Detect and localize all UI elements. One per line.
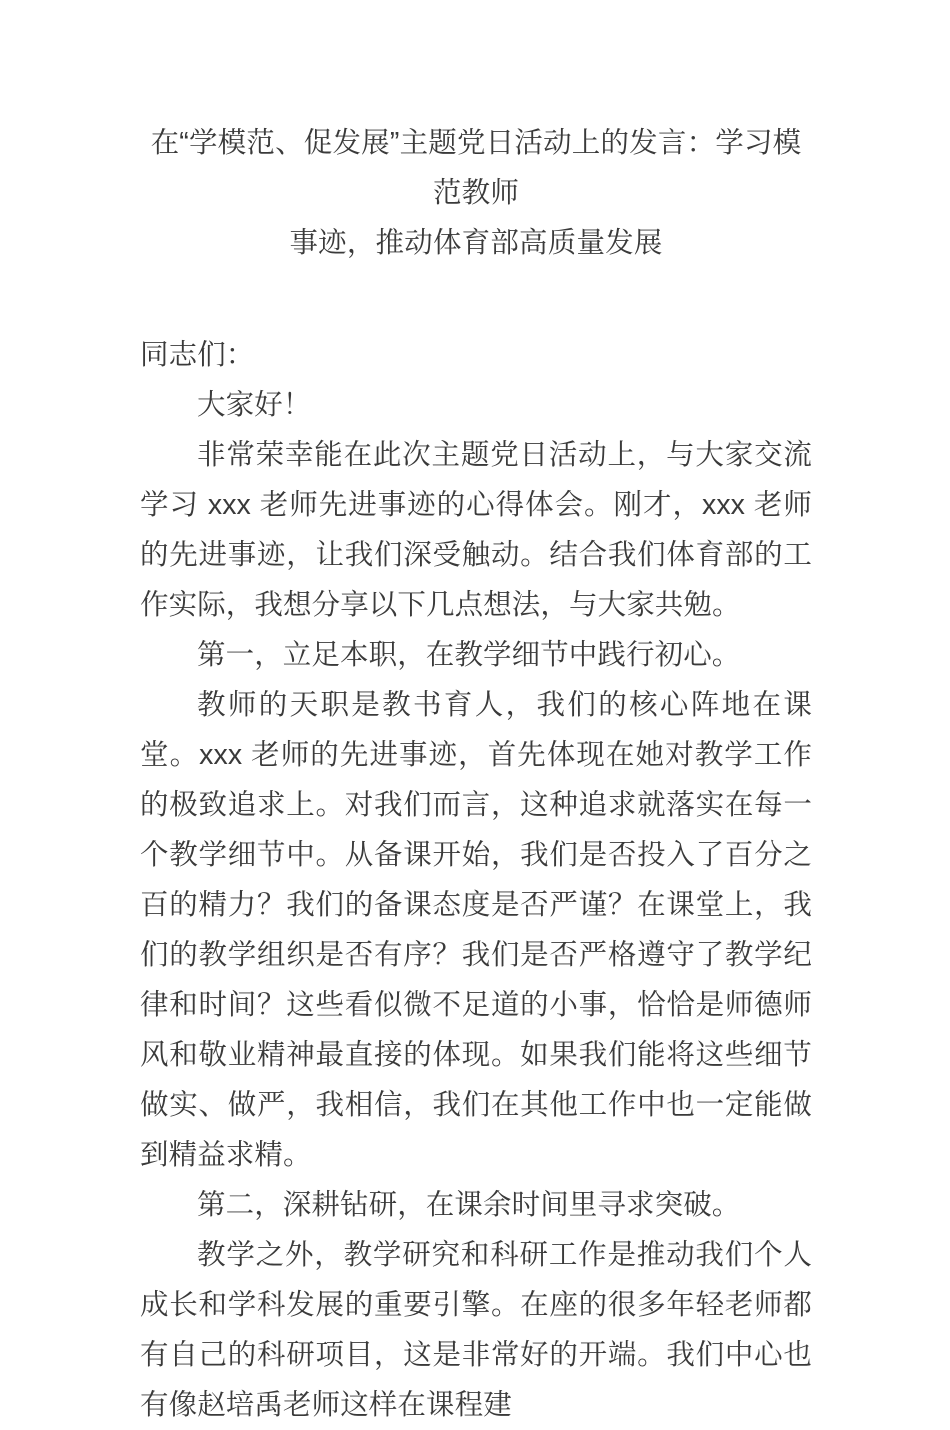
document-title-line-2: 事迹，推动体育部高质量发展 [289, 227, 663, 259]
paragraph-opening: 非常荣幸能在此次主题党日活动上，与大家交流学习 xxx 老师先进事迹的心得体会。刚才，xxx 老师的先进事迹，让我们深受触动。结合我们体育部的工作实际，我想分享以下几点想法，与大家共勉。 [140, 439, 812, 621]
title-body-spacer [140, 268, 812, 330]
section-heading-2: 第二，深耕钻研，在课余时间里寻求突破。 [197, 1189, 741, 1221]
section-heading-1: 第一，立足本职，在教学细节中践行初心。 [197, 639, 741, 671]
document-body [140, 118, 812, 1430]
section-2-body: 教学之外，教学研究和科研工作是推动我们个人成长和学科发展的重要引擎。在座的很多年轻老师都有自己的科研项目，这是非常好的开端。我们中心也有像赵培禹老师这样在课程建 [140, 1239, 812, 1421]
document-title-line-1: 在“学模范、促发展”主题党日活动上的发言：学习模范教师 [150, 127, 802, 209]
salutation: 同志们： [140, 339, 255, 371]
paragraph-greeting: 大家好！ [197, 389, 312, 421]
section-1-body: 教师的天职是教书育人，我们的核心阵地在课堂。xxx 老师的先进事迹，首先体现在她对教学工作的极致追求上。对我们而言，这种追求就落实在每一个教学细节中。从备课开始，我们是否投入了百分之百的精力？我们的备课态度是否严谨？在课堂上，我们的教学组织是否有序？我们是否严格遵守了教学纪律和时间？这些看似微不足道的小事，恰恰是师德师风和敬业精神最直接的体现。如果我们能将这些细节做实、做严，我相信，我们在其他工作中也一定能做到精益求精。 [140, 689, 812, 1171]
